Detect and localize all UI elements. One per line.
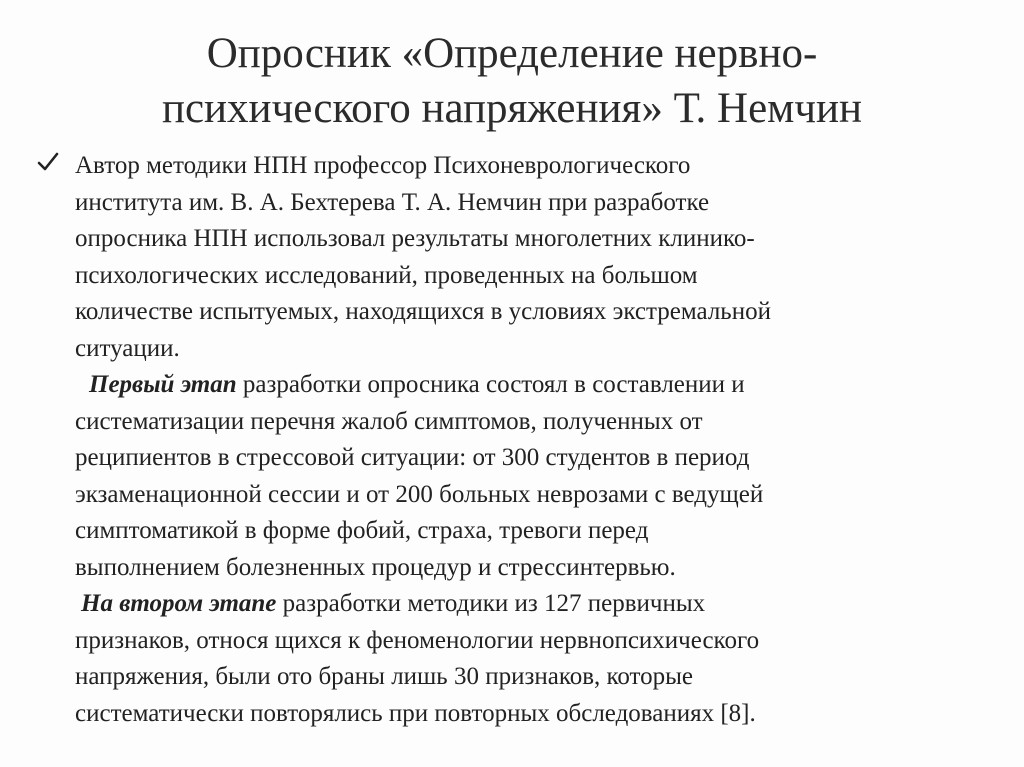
text-line: напряжения, были ото браны лишь 30 признаков, которые [75,663,694,690]
text-fragment: разработки опросника состоял в составлении и [236,371,745,398]
text-line: систематизации перечня жалоб симптомов, полученных от [75,407,703,435]
emphasis-second-stage: На втором этапе [81,590,277,617]
body-text [75,148,975,732]
checkmark-icon [36,150,60,174]
text-fragment: разработки методики из 127 первичных [276,590,706,617]
text-line: ситуации. [75,334,180,362]
text-line: признаков, относя щихся к феноменологии нервнопсихического [75,626,760,654]
text-line: Автор методики НПН профессор Психоневрологического [75,152,691,179]
text-line: опросника НПН использовал результаты многолетних клинико- [75,225,755,252]
title-line: психического напряжения» Т. Немчин [161,85,863,132]
text-line [75,586,975,623]
text-line: симптоматикой в форме фобий, страха, тревоги перед [75,517,649,544]
text-line: экзаменационной сессии и от 200 больных неврозами с ведущей [75,480,764,508]
text-line: реципиентов в стрессовой ситуации: от 300 студентов в период [75,444,750,471]
emphasis-first-stage: Первый этап [89,371,237,398]
slide-title [40,26,984,136]
text-line: систематически повторялись при повторных обследованиях [8]. [75,699,756,727]
text-line: института им. В. А. Бехтерева Т. А. Немчин при разработке [75,188,710,216]
text-line: выполнением болезненных процедур и стрессинтервью. [75,553,676,581]
text-line [75,367,975,404]
text-line: психологических исследований, проведенных на большом [75,261,698,289]
text-line: количестве испытуемых, находящихся в условиях экстремальной [75,298,771,325]
title-line: Опросник «Определение нервно- [206,30,818,77]
